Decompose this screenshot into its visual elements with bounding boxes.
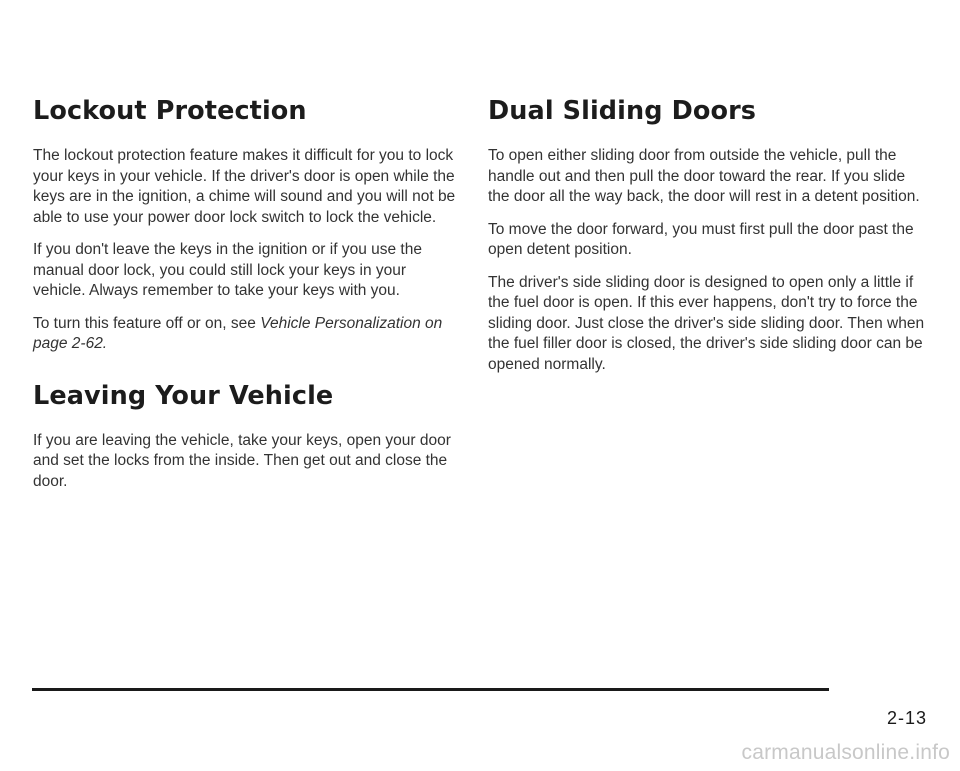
paragraph: If you are leaving the vehicle, take your keys, open your door and set the locks from the inside. Then get out and close the door. [33, 431, 451, 490]
paragraph: To open either sliding door from outside the vehicle, pull the handle out and then pull the door toward the rear. If you slide the door all the way back, the door will rest in a detent position. [488, 147, 920, 205]
paragraph: To move the door forward, you must first pull the door past the open detent position. [488, 220, 914, 258]
paragraph: The driver's side sliding door is designed to open only a little if the fuel door is open. If this ever happens, don't try to force the sliding door. Just close the driver's side sliding door. Then when the fuel filler door is closed, the driver's side sliding door can be opened normally. [488, 273, 925, 373]
watermark: carmanualsonline.info [741, 741, 950, 764]
footer-rule [32, 688, 829, 691]
dual-sliding-doors-section [488, 96, 928, 375]
left-column [33, 96, 461, 504]
leaving-your-vehicle-section [33, 381, 461, 493]
section-heading: Leaving Your Vehicle [33, 380, 334, 411]
paragraph: The lockout protection feature makes it difficult for you to lock your keys in your vehicle. If the driver's door is open while the keys are in the ignition, a chime will sound and you will not be able to use your power door lock switch to lock the vehicle. [33, 147, 456, 226]
reference-link[interactable]: Vehicle Personalization on page 2-62. [33, 314, 443, 352]
section-heading: Lockout Protection [33, 96, 307, 126]
page-number: 2-13 [886, 708, 927, 728]
paragraph: If you don't leave the keys in the ignition or if you use the manual door lock, you could still lock your keys in your vehicle. Always remember to take your keys with you. [33, 241, 422, 299]
paragraph-reference [33, 314, 461, 355]
right-column [488, 96, 928, 387]
lockout-protection-section [33, 96, 461, 355]
reference-text: To turn this feature off or on, see [33, 314, 261, 332]
section-heading: Dual Sliding Doors [488, 96, 757, 126]
